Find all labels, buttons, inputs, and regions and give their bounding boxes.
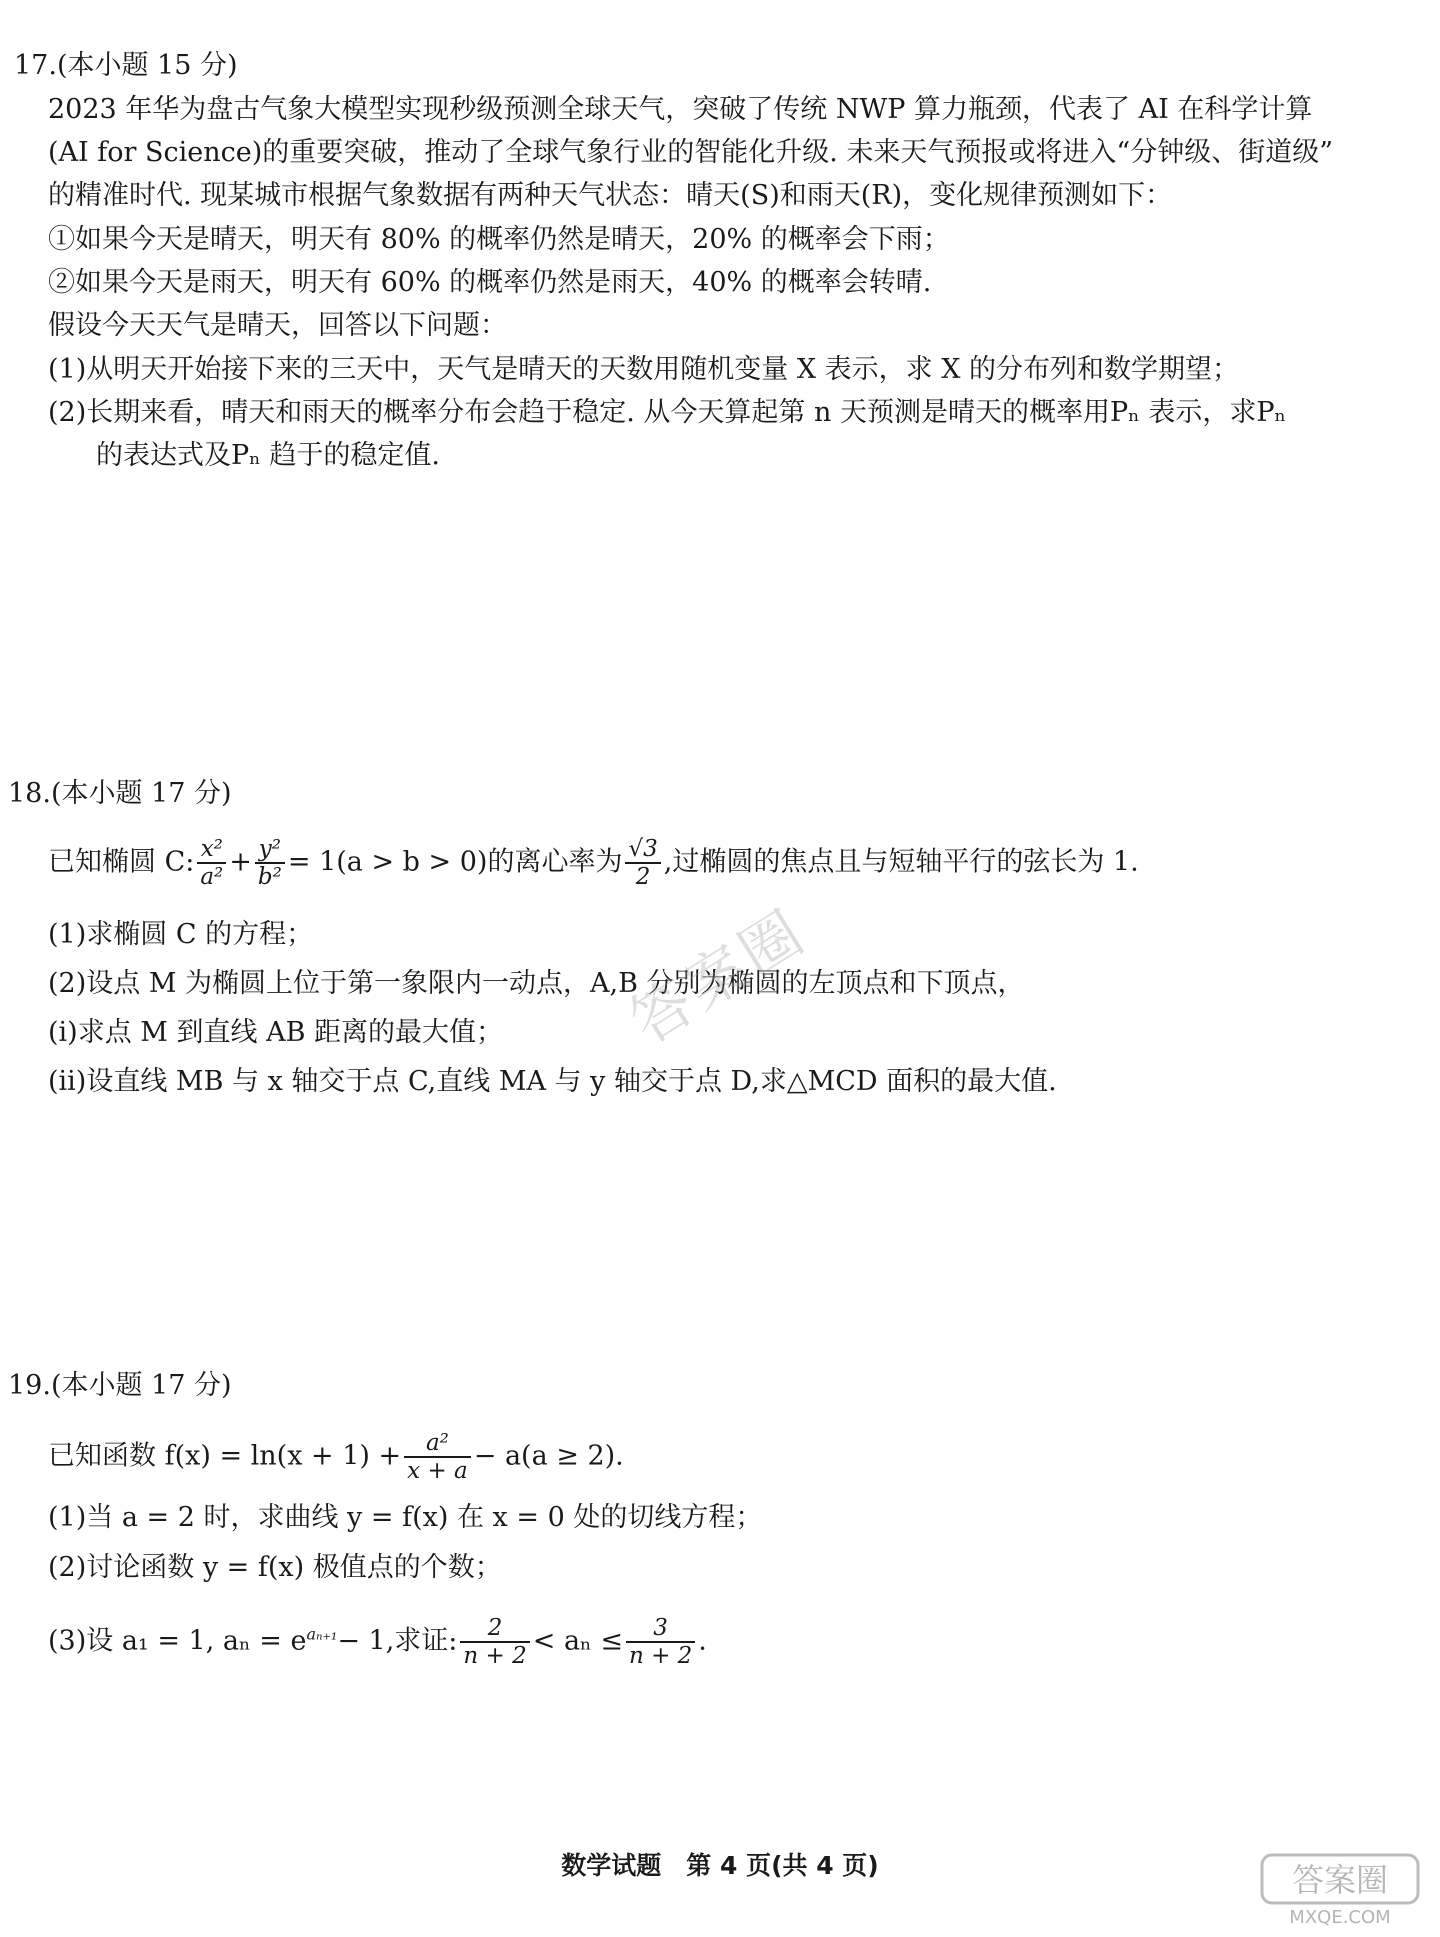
q18-frac2-den: b²	[257, 864, 282, 890]
q19-intro-b: − a(a ≥ 2).	[473, 1440, 624, 1472]
q18-part1: (1)求椭圆 C 的方程；	[48, 919, 314, 950]
q19-header: 19.(本小题 17 分)	[8, 1370, 232, 1401]
q19-part3-d: .	[698, 1625, 707, 1657]
q17-header: 17.(本小题 15 分)	[14, 50, 238, 81]
q18-intro-a: 已知椭圆 C:	[48, 846, 195, 878]
q18-frac1-num: x²	[197, 836, 226, 864]
q19-frac3-num: 3	[626, 1615, 695, 1643]
q19-part3-a: (3)设 a₁ = 1, aₙ = e	[48, 1625, 307, 1657]
q18-frac3-den: 2	[635, 864, 651, 890]
q19-fraction-3-n2	[626, 1615, 695, 1669]
q18-fraction-x2-a2	[197, 836, 226, 890]
q19-intro-a: 已知函数 f(x) = ln(x + 1) +	[48, 1440, 402, 1472]
q19-intro	[48, 1430, 624, 1484]
q19-part3-c: < aₙ ≤	[532, 1625, 623, 1657]
svg-text:答案圈: 答案圈	[1291, 1861, 1389, 1899]
q17-line-1: 2023 年华为盘古气象大模型实现秒级预测全球天气，突破了传统 NWP 算力瓶颈，代表了 AI 在科学计算	[48, 94, 1313, 125]
q18-plus: +	[229, 846, 252, 878]
q17-part2: (2)长期来看，晴天和雨天的概率分布会趋于稳定. 从今天算起第 n 天预测是晴天的概率用Pₙ 表示，求Pₙ	[48, 397, 1287, 428]
watermark: 答案圈	[618, 896, 819, 1058]
q17-line-4: ①如果今天是晴天，明天有 80% 的概率仍然是晴天，20% 的概率会下雨；	[48, 224, 950, 255]
q17-part2-cont: 的表达式及Pₙ 趋于的稳定值.	[96, 440, 441, 471]
q17-line-6: 假设今天天气是晴天，回答以下问题：	[48, 310, 507, 341]
q19-part3-b: − 1,求证:	[337, 1625, 458, 1657]
q17-line-3: 的精准时代. 现某城市根据气象数据有两种天气状态：晴天(S)和雨天(R)，变化规律预测如下：	[48, 180, 1173, 211]
q18-intro	[48, 836, 1139, 890]
q19-fraction-2-n2	[460, 1615, 529, 1669]
q18-part2-i: (ⅰ)求点 M 到直线 AB 距离的最大值；	[48, 1017, 504, 1048]
q18-fraction-sqrt3-2	[625, 836, 660, 890]
q18-frac2-num: y²	[255, 836, 285, 864]
q18-fraction-y2-b2	[255, 836, 285, 890]
q19-frac2-den: n + 2	[463, 1643, 527, 1669]
q19-frac2-num: 2	[460, 1615, 529, 1643]
q19-part1: (1)当 a = 2 时，求曲线 y = f(x) 在 x = 0 处的切线方程；	[48, 1502, 763, 1533]
page-footer: 数学试题 第 4 页(共 4 页)	[561, 1851, 879, 1880]
q18-header: 18.(本小题 17 分)	[8, 778, 232, 809]
answer-circle-logo-icon	[1260, 1849, 1420, 1929]
q19-frac3-den: n + 2	[628, 1643, 693, 1669]
q18-part2-ii: (ⅱ)设直线 MB 与 x 轴交于点 C,直线 MA 与 y 轴交于点 D,求△MCD 面积的最大值.	[48, 1066, 1057, 1097]
q19-part2: (2)讨论函数 y = f(x) 极值点的个数；	[48, 1552, 502, 1583]
q18-frac1-den: a²	[200, 864, 224, 890]
q18-intro-c: ,过椭圆的焦点且与短轴平行的弦长为 1.	[663, 846, 1139, 878]
q17-part1: (1)从明天开始接下来的三天中，天气是晴天的天数用随机变量 X 表示，求 X 的分布列和数学期望；	[48, 354, 1240, 385]
q19-part3	[48, 1615, 707, 1669]
q17-line-5: ②如果今天是雨天，明天有 60% 的概率仍然是雨天，40% 的概率会转晴.	[48, 267, 932, 298]
q18-intro-b: = 1(a > b > 0)的离心率为	[287, 846, 623, 878]
q19-frac1-den: x + a	[407, 1458, 468, 1484]
q19-frac1-num: a²	[404, 1430, 471, 1458]
q19-fraction-a2-xa	[404, 1430, 471, 1484]
q17-line-2: (AI for Science)的重要突破，推动了全球气象行业的智能化升级. 未来天气预报或将进入“分钟级、街道级”	[48, 137, 1334, 168]
svg-text:MXQE.COM: MXQE.COM	[1289, 1907, 1391, 1928]
q18-part2: (2)设点 M 为椭圆上位于第一象限内一动点，A,B 分别为椭圆的左顶点和下顶点，	[48, 968, 1025, 999]
q18-frac3-num: √3	[625, 836, 660, 864]
q19-part3-exponent: aₙ₊₁	[306, 1624, 338, 1644]
